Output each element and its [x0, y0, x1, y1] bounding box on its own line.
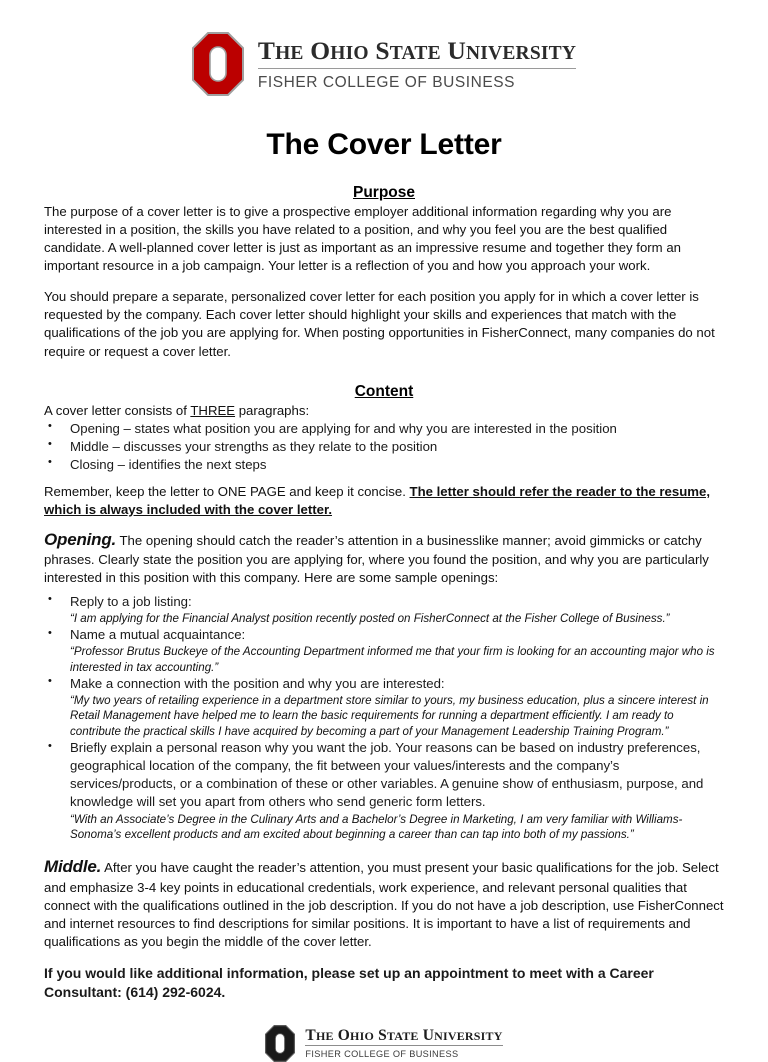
list-item: • Middle – discusses your strengths as they relate to the position [44, 438, 724, 456]
sample-label: Name a mutual acquaintance: [70, 627, 246, 643]
sample-quote: “Professor Brutus Buckeye of the Accounting Department informed me that your firm is looking for an accounting major who is interested in tax accounting.” [70, 645, 715, 674]
sample-quote: “I am applying for the Financial Analyst position recently posted on FisherConnect at the Fisher College of Business.” [70, 611, 670, 625]
university-name: THE OHIO STATE UNIVERSITY [305, 1026, 503, 1044]
content-remember [44, 483, 724, 519]
opening-runhead: Opening. [44, 530, 117, 550]
sample-label: Make a connection with the position and why you are interested: [70, 675, 445, 691]
list-item [44, 626, 724, 675]
list-item: • Closing – identifies the next steps [44, 456, 724, 474]
section-heading-purpose: Purpose [352, 184, 415, 201]
list-item [44, 593, 724, 626]
remember-plain: Remember, keep the letter to ONE PAGE and keep it concise. [44, 483, 410, 499]
logo-divider [305, 1045, 502, 1046]
middle-text: After you have caught the reader’s attention, you must present your basic qualifications for the job. Select and emphasize 3-4 key points in educational credentials, work experience, and relevant personal qualities that connect with the qualifications outlined in the job description. If you do not have a job description, use FisherConnect and internet resources to find descriptions for similar positions. It is important to have a list of requirements and qualifications as you begin the middle of the cover letter. [44, 860, 724, 949]
osu-block-o-icon [265, 1025, 295, 1062]
middle-runhead: Middle. [44, 857, 102, 877]
opening-intro-text: The opening should catch the reader’s attention in a businesslike manner; avoid gimmicks or catchy phrases. Clearly state the position you are applying for, where you found the position, and why you are particularly interested in this position with this company. Here are some sample openings: [44, 533, 709, 586]
purpose-paragraph-2: You should prepare a separate, personalized cover letter for each position you apply for in which a cover letter is requested by the company. Each cover letter should highlight your skills and experiences that match with the qualifications of the job you are applying for. When posting opportunities in FisherConnect, many companies do not require or request a cover letter. [44, 289, 715, 359]
header-logo-text [258, 32, 576, 92]
opening-paragraph [44, 528, 724, 587]
osu-block-o-icon [192, 32, 244, 96]
footer-logo-text [305, 1025, 502, 1060]
content-bullet-list [44, 420, 724, 474]
college-name: FISHER COLLEGE OF BUSINESS [257, 74, 516, 91]
logo-divider [258, 68, 576, 69]
spacer [44, 842, 724, 855]
list-item: • Opening – states what position you are applying for and why you are interested in the position [44, 420, 724, 438]
spacer [44, 951, 724, 964]
header-logo [44, 0, 724, 96]
list-item [44, 675, 724, 739]
content-intro-after: paragraphs: [235, 402, 310, 418]
content-intro-emphasis: THREE [190, 402, 236, 418]
content-intro-before: A cover letter consists of [44, 402, 191, 418]
footer-logo [44, 1025, 724, 1062]
content-intro [44, 402, 724, 420]
remember-emphasis: The letter should refer the reader to the resume, which is always included with the cover letter. [44, 483, 710, 518]
purpose-paragraph-1: The purpose of a cover letter is to give a prospective employer additional information regarding why you are interested in a position, the skills you have related to a position, and why you feel you are the best qualified candidate. A well-planned cover letter is just as important as an impressive resume and together they form an important resource in a job campaign. Your letter is a reflection of you and how you approach your work. [44, 204, 681, 274]
sample-label: Briefly explain a personal reason why you want the job. Your reasons can be based on industry preferences, geographical location of the company, the fit between your values/interests and the company’s services/products, or a combination of these or other variables. A genuine show of enthusiasm, purpose, and knowledge will set you apart from others who send generic form letters. [70, 740, 704, 810]
page-title: The Cover Letter [266, 128, 502, 161]
list-item [44, 739, 724, 842]
opening-samples-list [44, 593, 724, 843]
sample-quote: “My two years of retailing experience in a department store similar to yours, my business education, plus a sincere interest in Retail Management have helped me to learn the basic requirements for running a department efficiently. I am ready to contribute the practical skills I have acquired by becoming a part of your Management Leadership Training Program.” [70, 693, 709, 738]
closing-note: If you would like additional information, please set up an appointment to meet with a Career Consultant: (614) 292-6024. [44, 964, 654, 1001]
college-name: FISHER COLLEGE OF BUSINESS [305, 1049, 459, 1060]
university-name: THE OHIO STATE UNIVERSITY [257, 36, 577, 65]
sample-label: Reply to a job listing: [70, 593, 192, 609]
spacer [44, 519, 724, 528]
sample-quote: “With an Associate’s Degree in the Culinary Arts and a Bachelor’s Degree in Marketing, I am very familiar with Williams-Sonoma’s excellent products and am excited about beginning a career than can tap into both of my passions.” [70, 812, 683, 841]
spacer [44, 474, 724, 483]
middle-paragraph [44, 855, 724, 951]
spacer [44, 275, 724, 288]
section-heading-content: Content [354, 382, 414, 400]
